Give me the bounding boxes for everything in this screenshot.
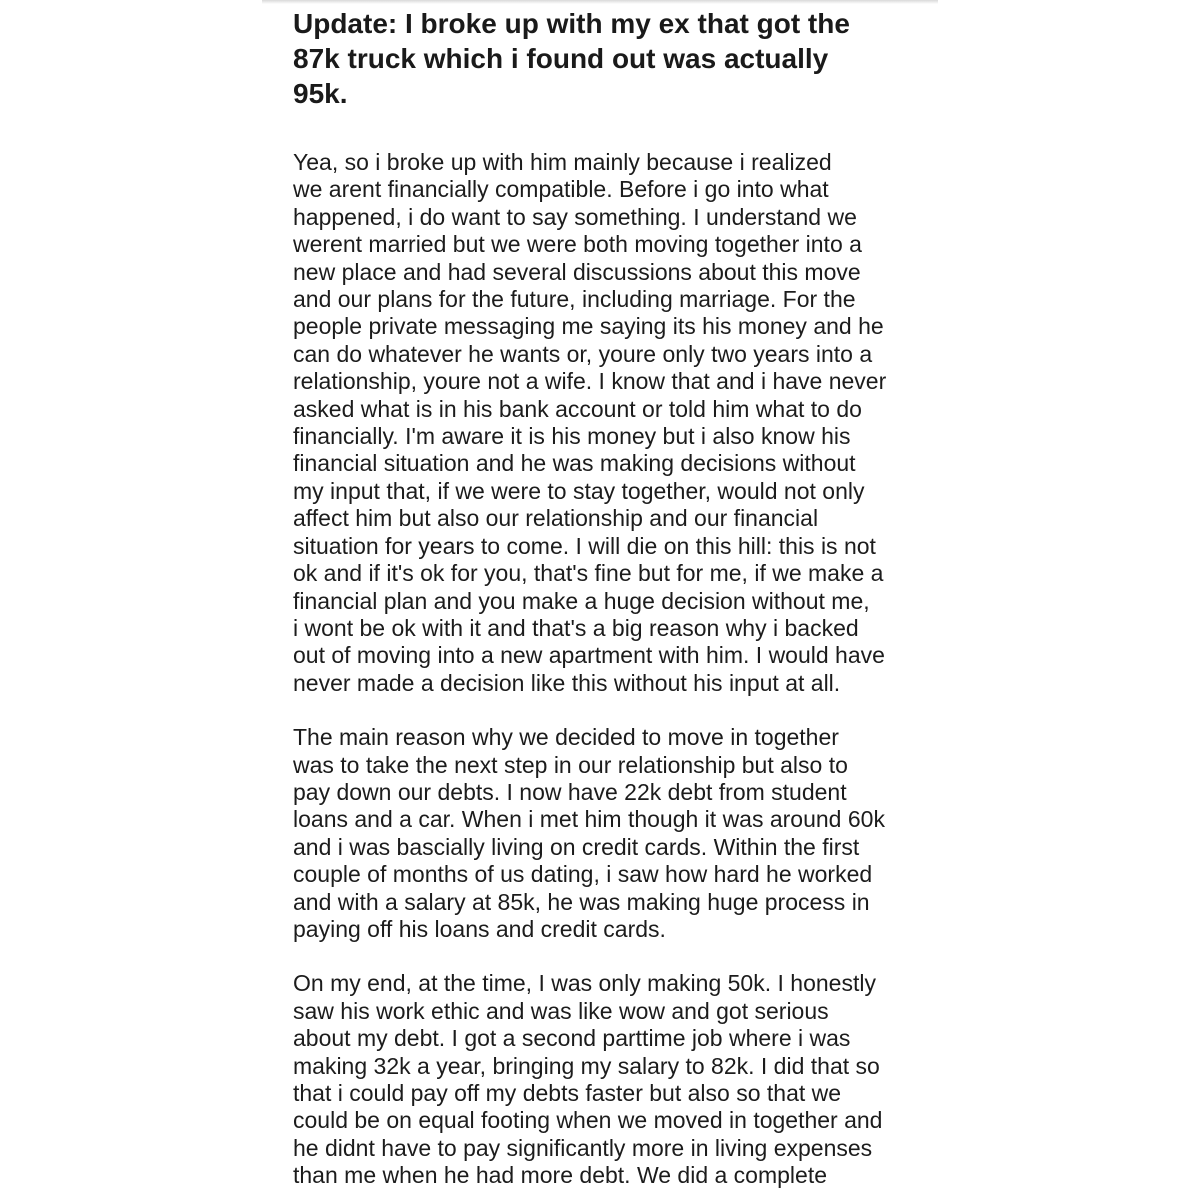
paragraph-line: relationship, youre not a wife. I know that and i have never	[293, 368, 887, 395]
paragraph-line: out of moving into a new apartment with him. I would have	[293, 642, 885, 669]
post-article	[293, 6, 913, 1190]
paragraph-line: On my end, at the time, I was only making 50k. I honestly	[293, 970, 876, 997]
post-paragraph	[293, 149, 913, 697]
paragraph-line: financially. I'm aware it is his money but i also know his	[293, 423, 851, 450]
paragraph-line: Yea, so i broke up with him mainly because i realized	[293, 149, 832, 175]
paragraph-line: about my debt. I got a second parttime job where i was	[293, 1025, 851, 1052]
paragraph-line: my input that, if we were to stay together, would not only	[293, 477, 865, 504]
paragraph-line: werent married but we were both moving together into a	[293, 231, 862, 258]
paragraph-line: was to take the next step in our relationship but also to	[293, 751, 848, 778]
paragraph-line: financial plan and you make a huge decision without me,	[293, 587, 870, 614]
paragraph-line: i wont be ok with it and that's a big reason why i backed	[293, 614, 859, 641]
paragraph-line: making 32k a year, bringing my salary to 82k. I did that so	[293, 1052, 880, 1079]
post-title-line: 95k.	[293, 78, 348, 109]
paragraph-line: asked what is in his bank account or told him what to do	[293, 395, 862, 422]
post-title	[293, 6, 913, 111]
post-title-line: Update: I broke up with my ex that got the	[293, 8, 850, 39]
paragraph-line: he didnt have to pay significantly more in living expenses	[293, 1134, 873, 1161]
paragraph-line: saw his work ethic and was like wow and got serious	[293, 997, 829, 1024]
paragraph-line: people private messaging me saying its his money and he	[293, 313, 884, 340]
paragraph-line: new place and had several discussions about this move	[293, 258, 861, 285]
paragraph-line: loans and a car. When i met him though it was around 60k	[293, 806, 885, 833]
paragraph-line: pay down our debts. I now have 22k debt from student	[293, 778, 847, 805]
paragraph-line: than me when he had more debt. We did a complete	[293, 1162, 828, 1189]
header-shadow-divider	[262, 0, 938, 4]
paragraph-line: never made a decision like this without his input at all.	[293, 669, 841, 696]
post-paragraph	[293, 970, 913, 1189]
paragraph-line: affect him but also our relationship and our financial	[293, 505, 819, 532]
paragraph-line: situation for years to come. I will die on this hill: this is not	[293, 532, 876, 559]
post-body	[293, 149, 913, 1190]
paragraph-line: we arent financially compatible. Before i go into what	[293, 176, 829, 203]
paragraph-line: paying off his loans and credit cards.	[293, 915, 666, 942]
paragraph-line: and our plans for the future, including marriage. For the	[293, 286, 856, 313]
paragraph-line: can do whatever he wants or, youre only two years into a	[293, 340, 873, 367]
post-paragraph	[293, 724, 913, 943]
paragraph-line: that i could pay off my debts faster but also so that we	[293, 1080, 842, 1106]
post-title-line: 87k truck which i found out was actually	[293, 43, 829, 74]
paragraph-line: could be on equal footing when we moved in together and	[293, 1107, 883, 1134]
paragraph-line: and with a salary at 85k, he was making huge process in	[293, 888, 870, 915]
paragraph-line: ok and if it's ok for you, that's fine but for me, if we make a	[293, 560, 884, 587]
paragraph-line: financial situation and he was making decisions without	[293, 450, 856, 477]
paragraph-line: happened, i do want to say something. I understand we	[293, 203, 857, 230]
paragraph-line: The main reason why we decided to move in together	[293, 724, 839, 751]
paragraph-line: couple of months of us dating, i saw how hard he worked	[293, 861, 873, 888]
paragraph-line: and i was bascially living on credit cards. Within the first	[293, 833, 860, 860]
